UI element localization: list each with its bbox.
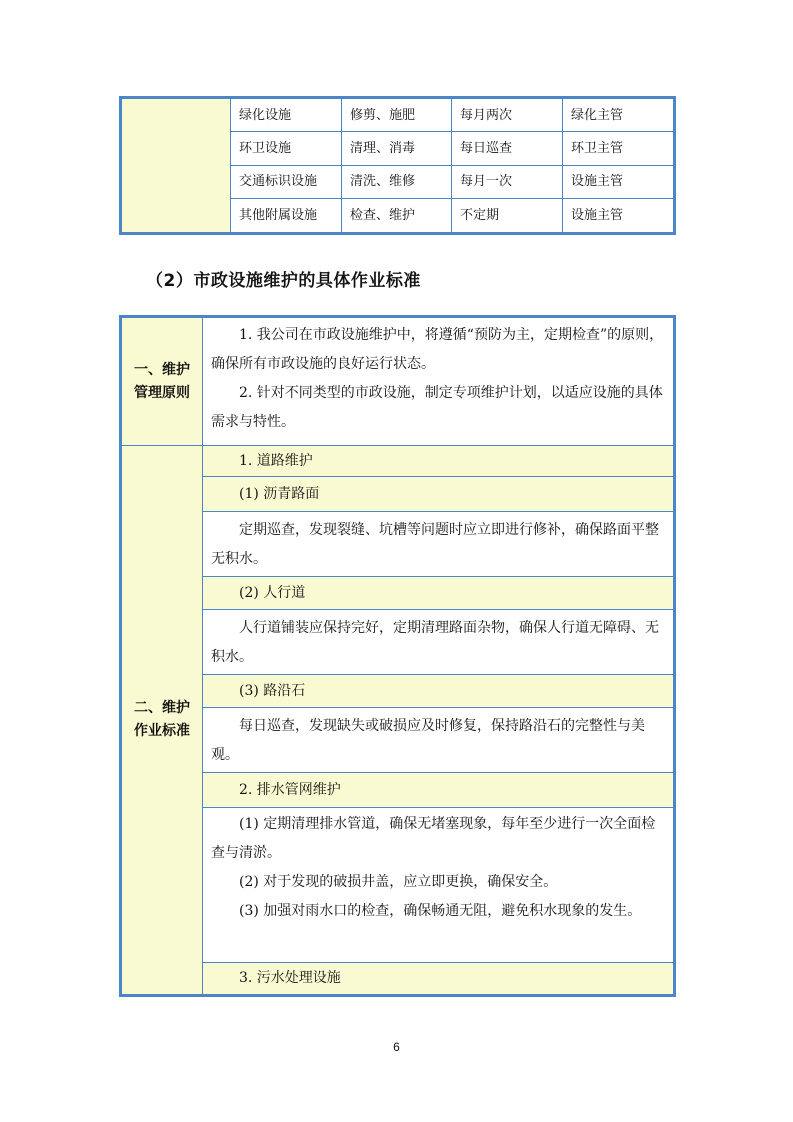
paragraph: (3) 加强对雨水口的检查，确保畅通无阻，避免积水现象的发生。	[239, 903, 642, 919]
task-cell: 清洗、维修	[342, 166, 452, 199]
principles-label-cell	[122, 318, 203, 446]
paragraph: 1. 我公司在市政设施维护中，将遵循“预防为主，定期检查”的原则，确保所有市政设施的良好运行状态。	[211, 327, 664, 372]
paragraph: 每日巡查，发现缺失或破损应及时修复，保持路沿石的完整性与美观。	[211, 718, 645, 763]
asphalt-title-row	[203, 477, 673, 512]
task-cell: 修剪、施肥	[342, 99, 452, 132]
row-title: 3. 污水处理设施	[239, 970, 341, 986]
section-heading: （2）市政设施维护的具体作业标准	[146, 271, 421, 291]
principles-content-cell	[203, 318, 673, 446]
row-title: (2) 人行道	[239, 584, 306, 601]
owner-cell: 环卫主管	[563, 132, 673, 165]
facility-cell: 绿化设施	[231, 99, 342, 132]
sidewalk-text-row	[203, 610, 673, 675]
paragraph: 人行道铺装应保持完好，定期清理路面杂物，确保人行道无障碍、无积水。	[211, 620, 659, 665]
task-cell: 检查、维护	[342, 199, 452, 232]
frequency-cell: 每月一次	[452, 166, 563, 199]
owner-cell: 绿化主管	[563, 99, 673, 132]
work-standards-table	[119, 315, 676, 997]
label-line: 二、维护	[134, 700, 190, 716]
paragraph: 定期巡查，发现裂缝、坑槽等问题时应立即进行修补，确保路面平整无积水。	[211, 522, 659, 567]
asphalt-text-row	[203, 512, 673, 577]
frequency-cell: 每月两次	[452, 99, 563, 132]
label-line: 作业标准	[134, 723, 190, 739]
row-title: 1. 道路维护	[239, 452, 313, 469]
task-cell: 清理、消毒	[342, 132, 452, 165]
row-title: (3) 路沿石	[239, 682, 306, 699]
road-maintenance-title-row	[203, 446, 673, 477]
owner-cell: 设施主管	[563, 166, 673, 199]
sidewalk-title-row	[203, 577, 673, 610]
paragraph: (2) 对于发现的破损井盖，应立即更换，确保安全。	[239, 874, 558, 890]
sewage-title-row	[203, 963, 673, 994]
row-title: (1) 沥青路面	[239, 485, 320, 502]
standards-label-cell	[122, 446, 203, 994]
page-number: 6	[393, 1040, 400, 1054]
label-line: 管理原则	[134, 384, 190, 401]
table-grid	[231, 99, 673, 232]
label-line: 一、维护	[134, 361, 190, 378]
drainage-title-row	[203, 773, 673, 808]
paragraph: 2. 针对不同类型的市政设施，制定专项维护计划，以适应设施的具体需求与特性。	[211, 385, 663, 430]
row-title: 2. 排水管网维护	[239, 781, 341, 798]
maintenance-schedule-table	[119, 96, 676, 235]
paragraph: (1) 定期清理排水管道，确保无堵塞现象，每年至少进行一次全面检查与清淤。	[211, 816, 656, 861]
facility-cell: 其他附属设施	[231, 199, 342, 232]
frequency-cell: 每日巡查	[452, 132, 563, 165]
table-category-cell	[122, 99, 231, 232]
drainage-text-row	[203, 808, 673, 963]
curb-text-row	[203, 708, 673, 773]
curb-title-row	[203, 675, 673, 708]
facility-cell: 交通标识设施	[231, 166, 342, 199]
owner-cell: 设施主管	[571, 207, 624, 223]
frequency-cell: 不定期	[452, 199, 563, 232]
facility-cell: 环卫设施	[231, 132, 342, 165]
